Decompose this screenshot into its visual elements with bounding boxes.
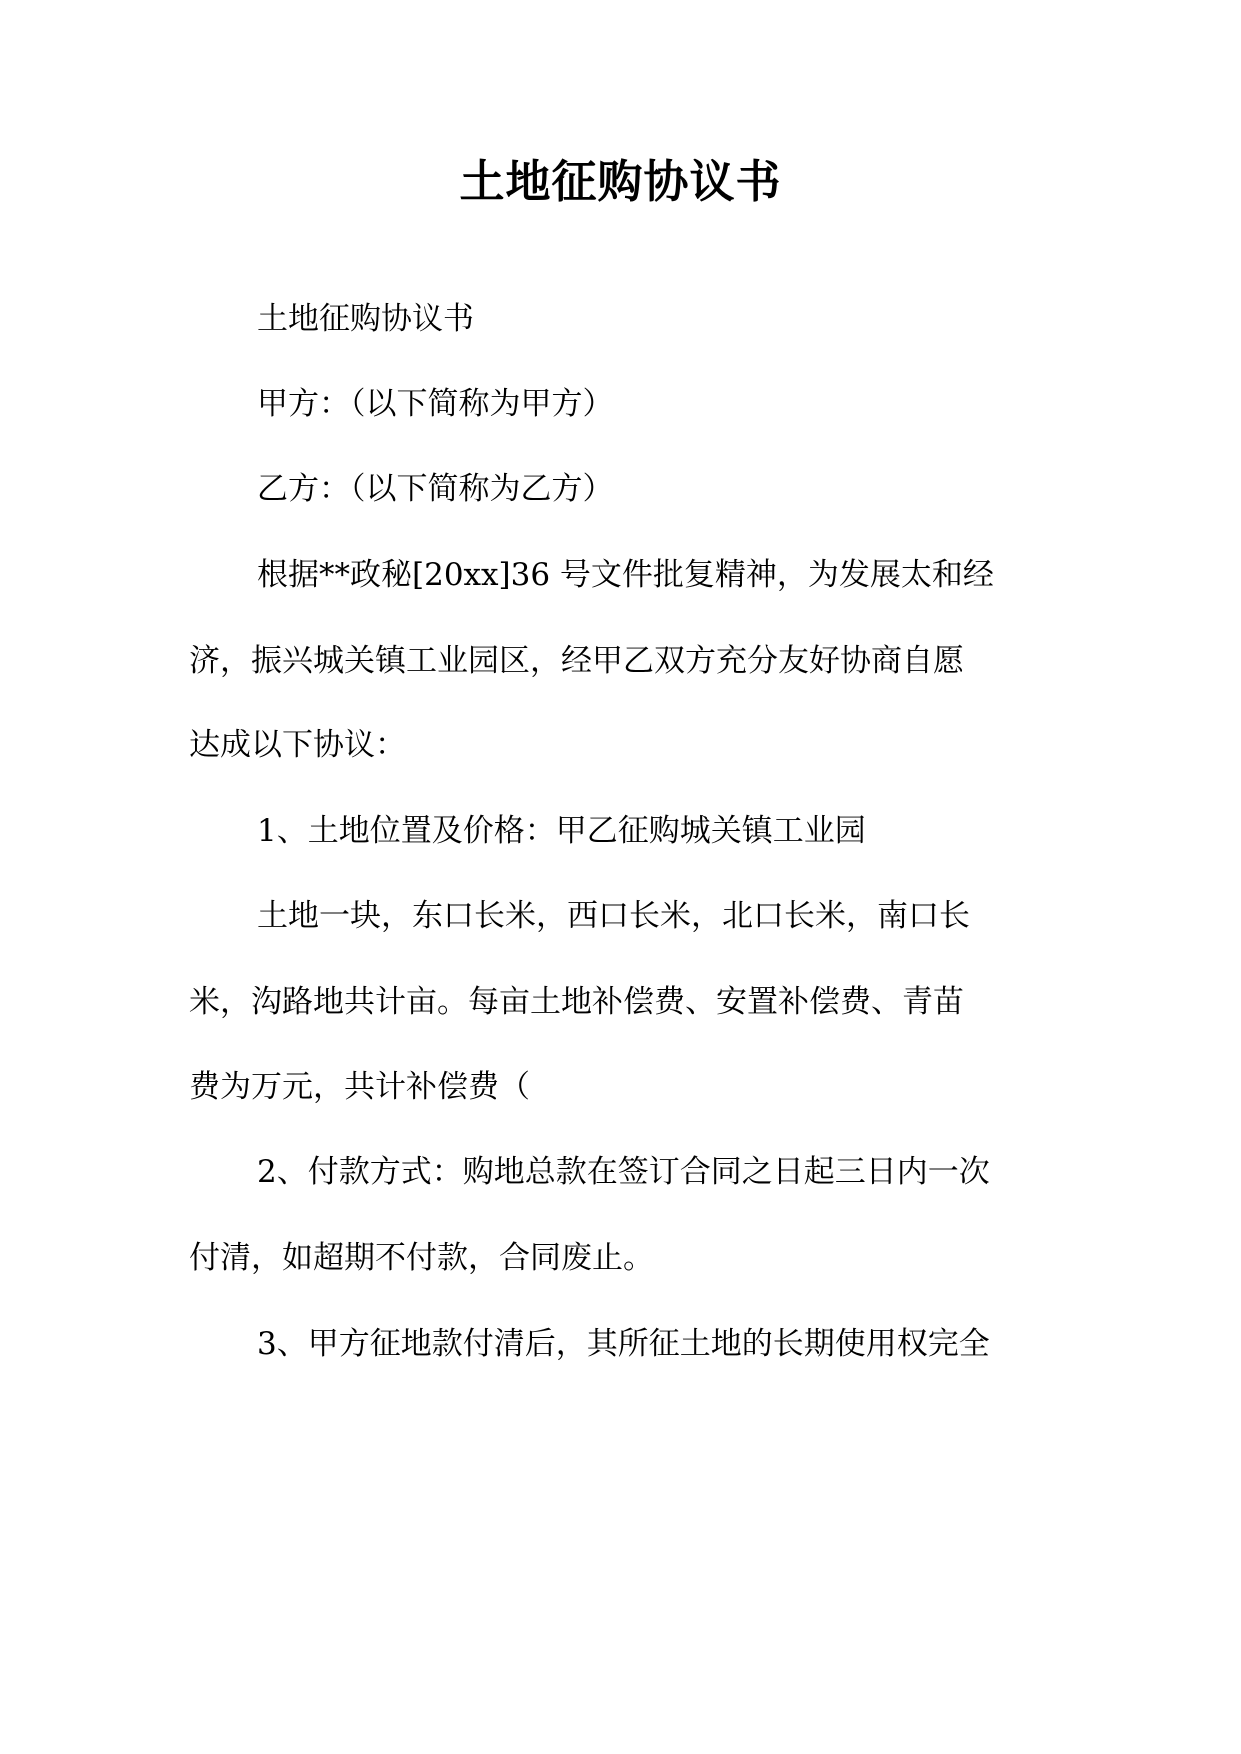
paragraph-line: 付清，如超期不付款，合同废止。 xyxy=(189,1240,654,1276)
document-title: 土地征购协议书 xyxy=(459,155,782,208)
paragraph-line: 费为万元，共计补偿费（ xyxy=(189,1069,530,1105)
paragraph-line: 甲方：（以下简称为甲方） xyxy=(257,386,614,422)
paragraph-line: 1、土地位置及价格：甲乙征购城关镇工业园 xyxy=(257,813,866,849)
paragraph-line: 3、甲方征地款付清后，其所征土地的长期使用权完全 xyxy=(257,1326,990,1362)
paragraph-line: 土地征购协议书 xyxy=(257,301,474,337)
paragraph-line: 米，沟路地共计亩。每亩土地补偿费、安置补偿费、青苗 xyxy=(189,984,964,1020)
paragraph-line: 乙方：（以下简称为乙方） xyxy=(257,471,614,507)
paragraph-line: 土地一块，东口长米，西口长米，北口长米，南口长 xyxy=(257,898,970,934)
paragraph-line: 2、付款方式：购地总款在签订合同之日起三日内一次 xyxy=(257,1154,990,1190)
paragraph-line: 济，振兴城关镇工业园区，经甲乙双方充分友好协商自愿 xyxy=(189,643,964,679)
paragraph-line: 根据**政秘[20xx]36 号文件批复精神，为发展太和经 xyxy=(257,557,994,593)
paragraph-line: 达成以下协议： xyxy=(189,727,406,763)
